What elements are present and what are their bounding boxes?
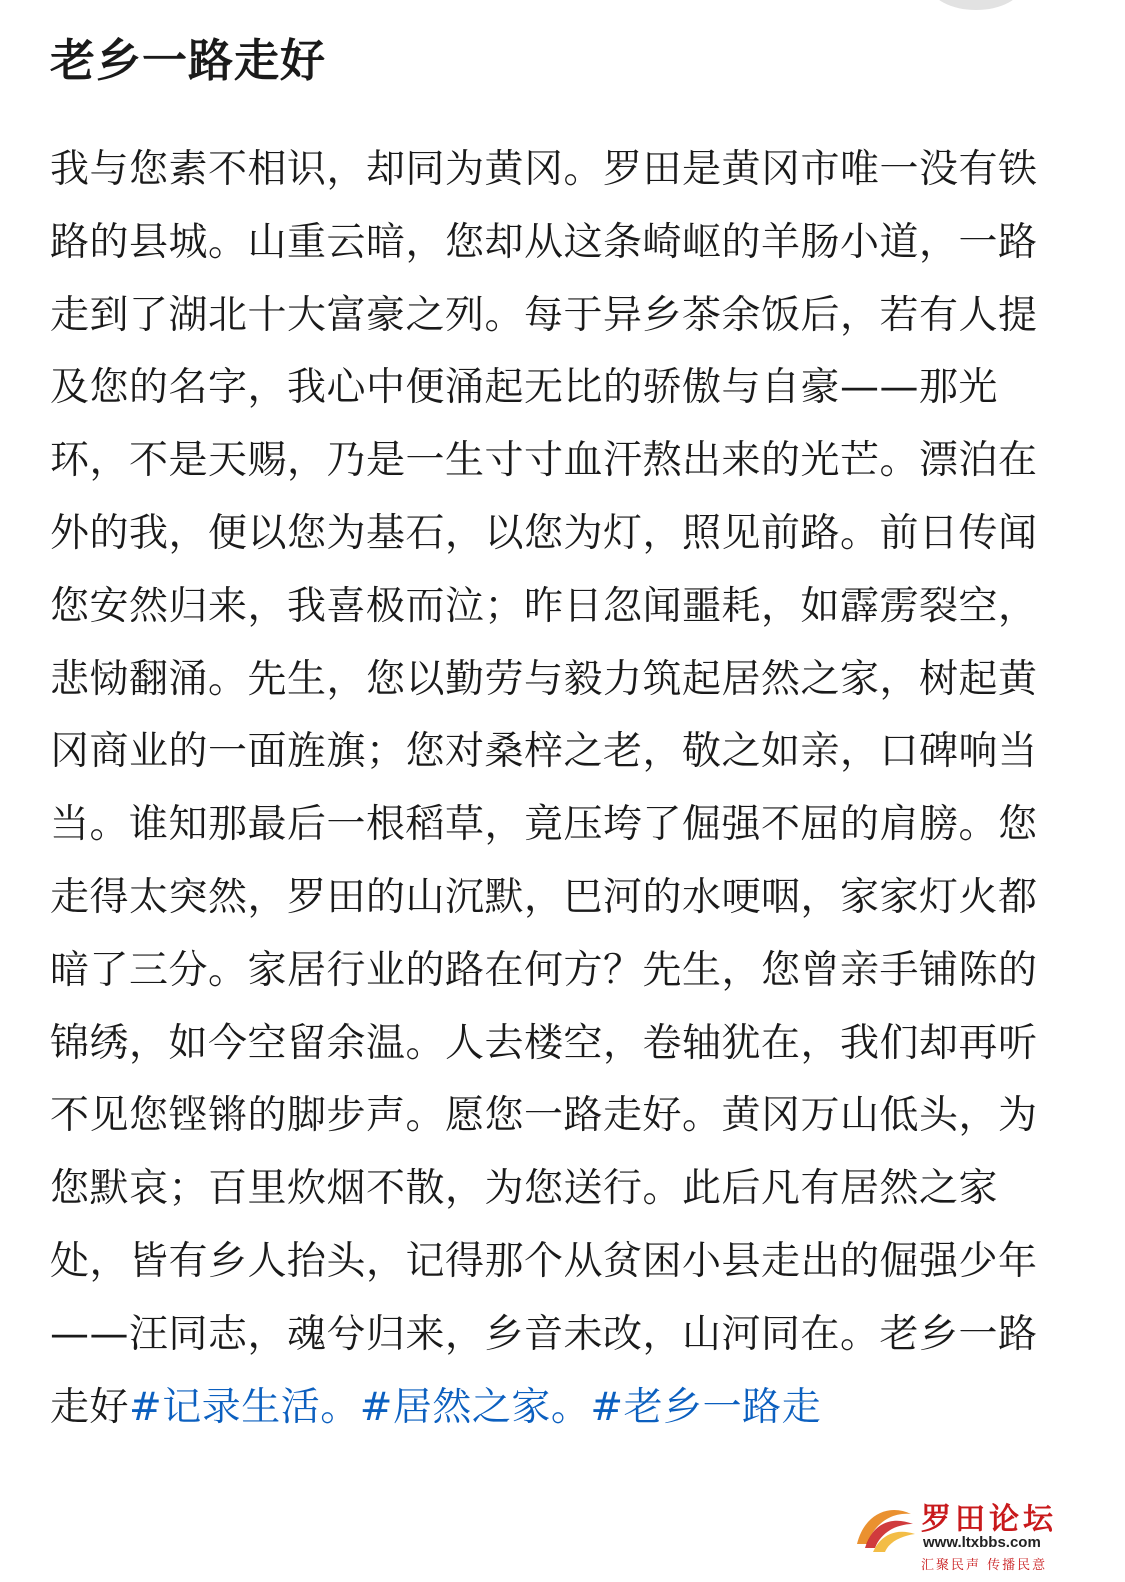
forum-logo-icon <box>851 1498 917 1556</box>
hashtag-laoxiang[interactable]: #老乡一路走 <box>590 1384 822 1430</box>
post-body <box>50 134 1075 1444</box>
avatar[interactable] <box>930 0 1022 10</box>
post-text: 我与您素不相识，却同为黄冈。罗田是黄冈市唯一没有铁路的县城。山重云暗，您却从这条崎岖的羊肠小道，一路走到了湖北十大富豪之列。每于异乡茶余饭后，若有人提及您的名字，我心中便涌起无比的骄傲与自豪——那光环，不是天赐，乃是一生寸寸血汗熬出来的光芒。漂泊在外的我，便以您为基石，以您为灯，照见前路。前日传闻您安然归来，我喜极而泣；昨日忽闻噩耗，如霹雳裂空，悲恸翻涌。先生，您以勤劳与毅力筑起居然之家，树起黄冈商业的一面旌旗；您对桑梓之老，敬之如亲，口碑响当当。谁知那最后一根稻草，竟压垮了倔强不屈的肩膀。您走得太突然，罗田的山沉默，巴河的水哽咽，家家灯火都暗了三分。家居行业的路在何方？先生，您曾亲手铺陈的锦绣，如今空留余温。人去楼空，卷轴犹在，我们却再听不见您铿锵的脚步声。愿您一路走好。黄冈万山低头，为您默哀；百里炊烟不散，为您送行。此后凡有居然之家处，皆有乡人抬头，记得那个从贫困小县走出的倔强少年——汪同志，魂兮归来，乡音未改，山河同在。老乡一路走好 <box>50 147 1038 1430</box>
watermark <box>851 1494 1101 1574</box>
post <box>50 30 1075 1444</box>
watermark-slogan: 汇聚民声 传播民意 <box>921 1558 1048 1573</box>
hashtag-juran-home[interactable]: #居然之家。 <box>359 1384 591 1430</box>
watermark-url: www.ltxbbs.com <box>923 1534 1041 1551</box>
hashtag-record-life[interactable]: #记录生活。 <box>129 1384 360 1430</box>
post-title: 老乡一路走好 <box>50 34 327 87</box>
watermark-name: 罗田论坛 <box>921 1502 1057 1537</box>
